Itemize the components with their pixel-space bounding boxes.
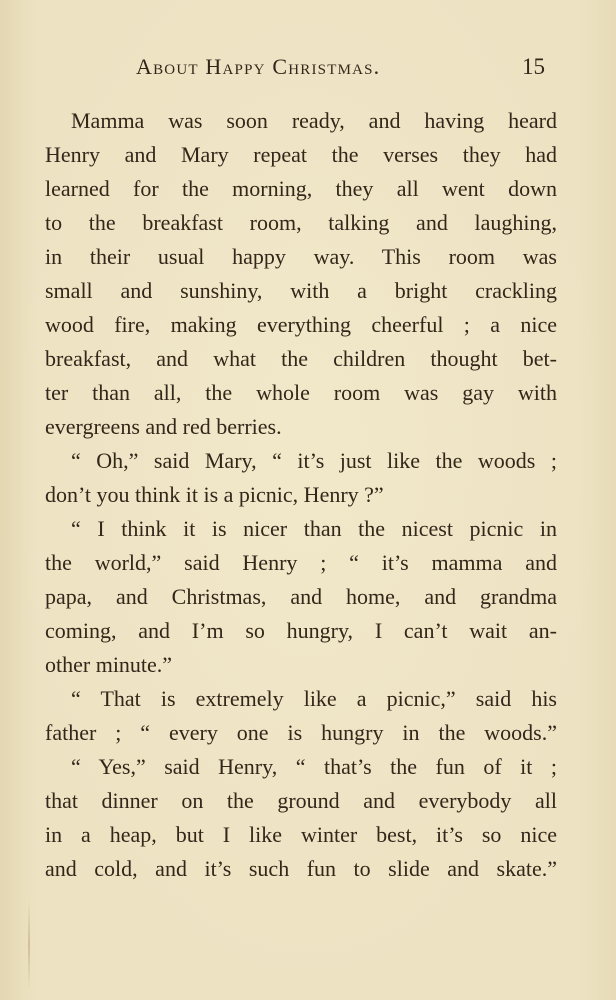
text-line: to the breakfast room, talking and laughing, — [45, 210, 557, 235]
text-line: other minute.” — [45, 652, 173, 677]
text-line: Mamma was soon ready, and having heard — [71, 108, 557, 133]
text-line: don’t you think it is a picnic, Henry ?” — [45, 482, 384, 507]
text-line: papa, and Christmas, and home, and grandma — [45, 584, 557, 609]
text-line: learned for the morning, they all went down — [45, 176, 557, 201]
text-line: “ That is extremely like a picnic,” said his — [71, 686, 557, 711]
text-line: coming, and I’m so hungry, I can’t wait an- — [45, 618, 557, 643]
text-line: the world,” said Henry ; “ it’s mamma and — [45, 550, 557, 575]
text-line: “ Yes,” said Henry, “ that’s the fun of it ; — [71, 754, 557, 779]
text-line: wood fire, making everything cheerful ; a nice — [45, 312, 557, 337]
text-line: evergreens and red berries. — [45, 414, 282, 439]
text-line: small and sunshiny, with a bright crackling — [45, 278, 557, 303]
body-text — [45, 104, 557, 886]
text-line: that dinner on the ground and everybody all — [45, 788, 557, 813]
text-line: “ I think it is nicer than the nicest picnic in — [71, 516, 557, 541]
text-line: and cold, and it’s such fun to slide and skate.” — [45, 856, 557, 881]
text-line: in their usual happy way. This room was — [45, 244, 557, 269]
page-stain — [28, 900, 30, 990]
text-line: ter than all, the whole room was gay with — [45, 380, 557, 405]
text-line: breakfast, and what the children thought bet- — [45, 346, 557, 371]
text-line: “ Oh,” said Mary, “ it’s just like the woods ; — [71, 448, 557, 473]
running-header — [0, 54, 616, 88]
text-line: in a heap, but I like winter best, it’s so nice — [45, 822, 557, 847]
chapter-title: About Happy Christmas. — [136, 54, 381, 79]
text-line: Henry and Mary repeat the verses they had — [45, 142, 557, 167]
page-number: 15 — [522, 54, 545, 79]
text-line: father ; “ every one is hungry in the woods.” — [45, 720, 557, 745]
